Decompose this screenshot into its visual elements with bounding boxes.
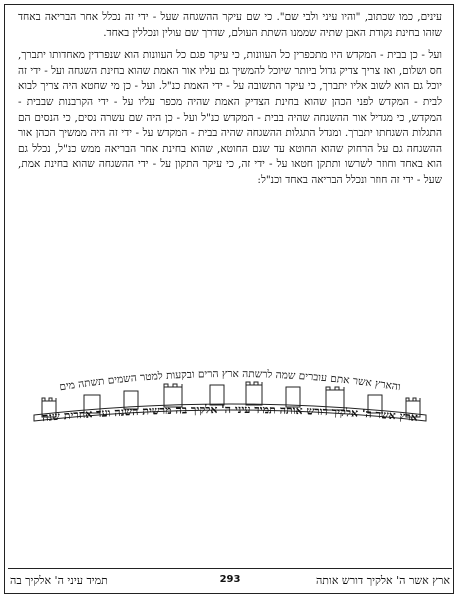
svg-text:ארץ אשר ה' אלקיך דורש אותה תמי: [42, 403, 419, 424]
main-text: [18, 10, 442, 196]
footer-left-text: תמיד עיני ה' אלקיך בה: [10, 574, 108, 587]
banner-bottom-verse: ארץ אשר ה' אלקיך דורש אותה תמיד עיני ה' אלקיך בה מרשית השנה ועד אחרית שנה: [41, 402, 419, 425]
footer-divider: [8, 568, 452, 569]
city-wall-illustration: [14, 335, 446, 455]
footer-right-text: ארץ אשר ה' אלקיך דורש אותה: [315, 574, 450, 587]
paragraph-2: ועל - כן בבית - המקדש היו מתכפרין כל העוונות, כי עיקר פגם כל העוונות הוא שנפרדין מאחדותו יתברך, חס ושלום, ואז צריך צדיק גדול ביותר שיוכל להמשיך גם עליו אור האמת שהוא בחינת השגחה ועל - ידי זה יוכל גם הוא לשוב אליו יתברך, כי עיקר התשובה על - ידי האמת כנ"ל. ועל - כן מי שחטא היה צריך לבוא לבית - המקדש לפני הכהן שהוא בחינת הצדיק האמת שהיה מכפר עליו על - ידי הקרבנות שבבית - המקדש, כי מגדיל אור ההשגחה שהיה בבית - המקדש כנ"ל ועל - כן היה שם עשרה נסים, כי הנסים הם התגלות השגחתו יתברך. ומגדל התגלות ההשגחה שהיה בבית - המקדש על - ידי זה היה ממשיך הכהן אור ההשגחה גם על הרחוק שהוא החוטא עד שגם החוטא, שהוא בחינת אחר הבריאה ממש כנ"ל, נכלל גם הוא באחד וחוזר לשרשו ותתקן חטאו על - ידי זה, כי עיקר התקון על - ידי ההשגחה שהוא בחינת אמת, שעל - ידי זה חוזר ונכלל הבריאה באחד וכנ"ל:: [18, 49, 442, 186]
svg-text:והארץ אשר אתם עוברים שמה לרשתה: [59, 368, 402, 393]
decorative-banner: [14, 335, 446, 455]
page-number: 293: [219, 574, 241, 585]
page-footer: [10, 572, 450, 592]
paragraph-1: עינים, כמו שכתוב, "והיו עיני ולבי שם". כי שם עיקר ההשגחה שעל - ידי זה נכלל אחר הבריאה באחד שזהו בחינת נקודת האבן שתיה שממנו השתת העולם, שדרך שם עולין ונכללין באחד.: [18, 11, 442, 39]
banner-top-verse: והארץ אשר אתם עוברים שמה לרשתה ארץ הרים ובקעות למטר השמים תשתה מים: [58, 367, 402, 394]
